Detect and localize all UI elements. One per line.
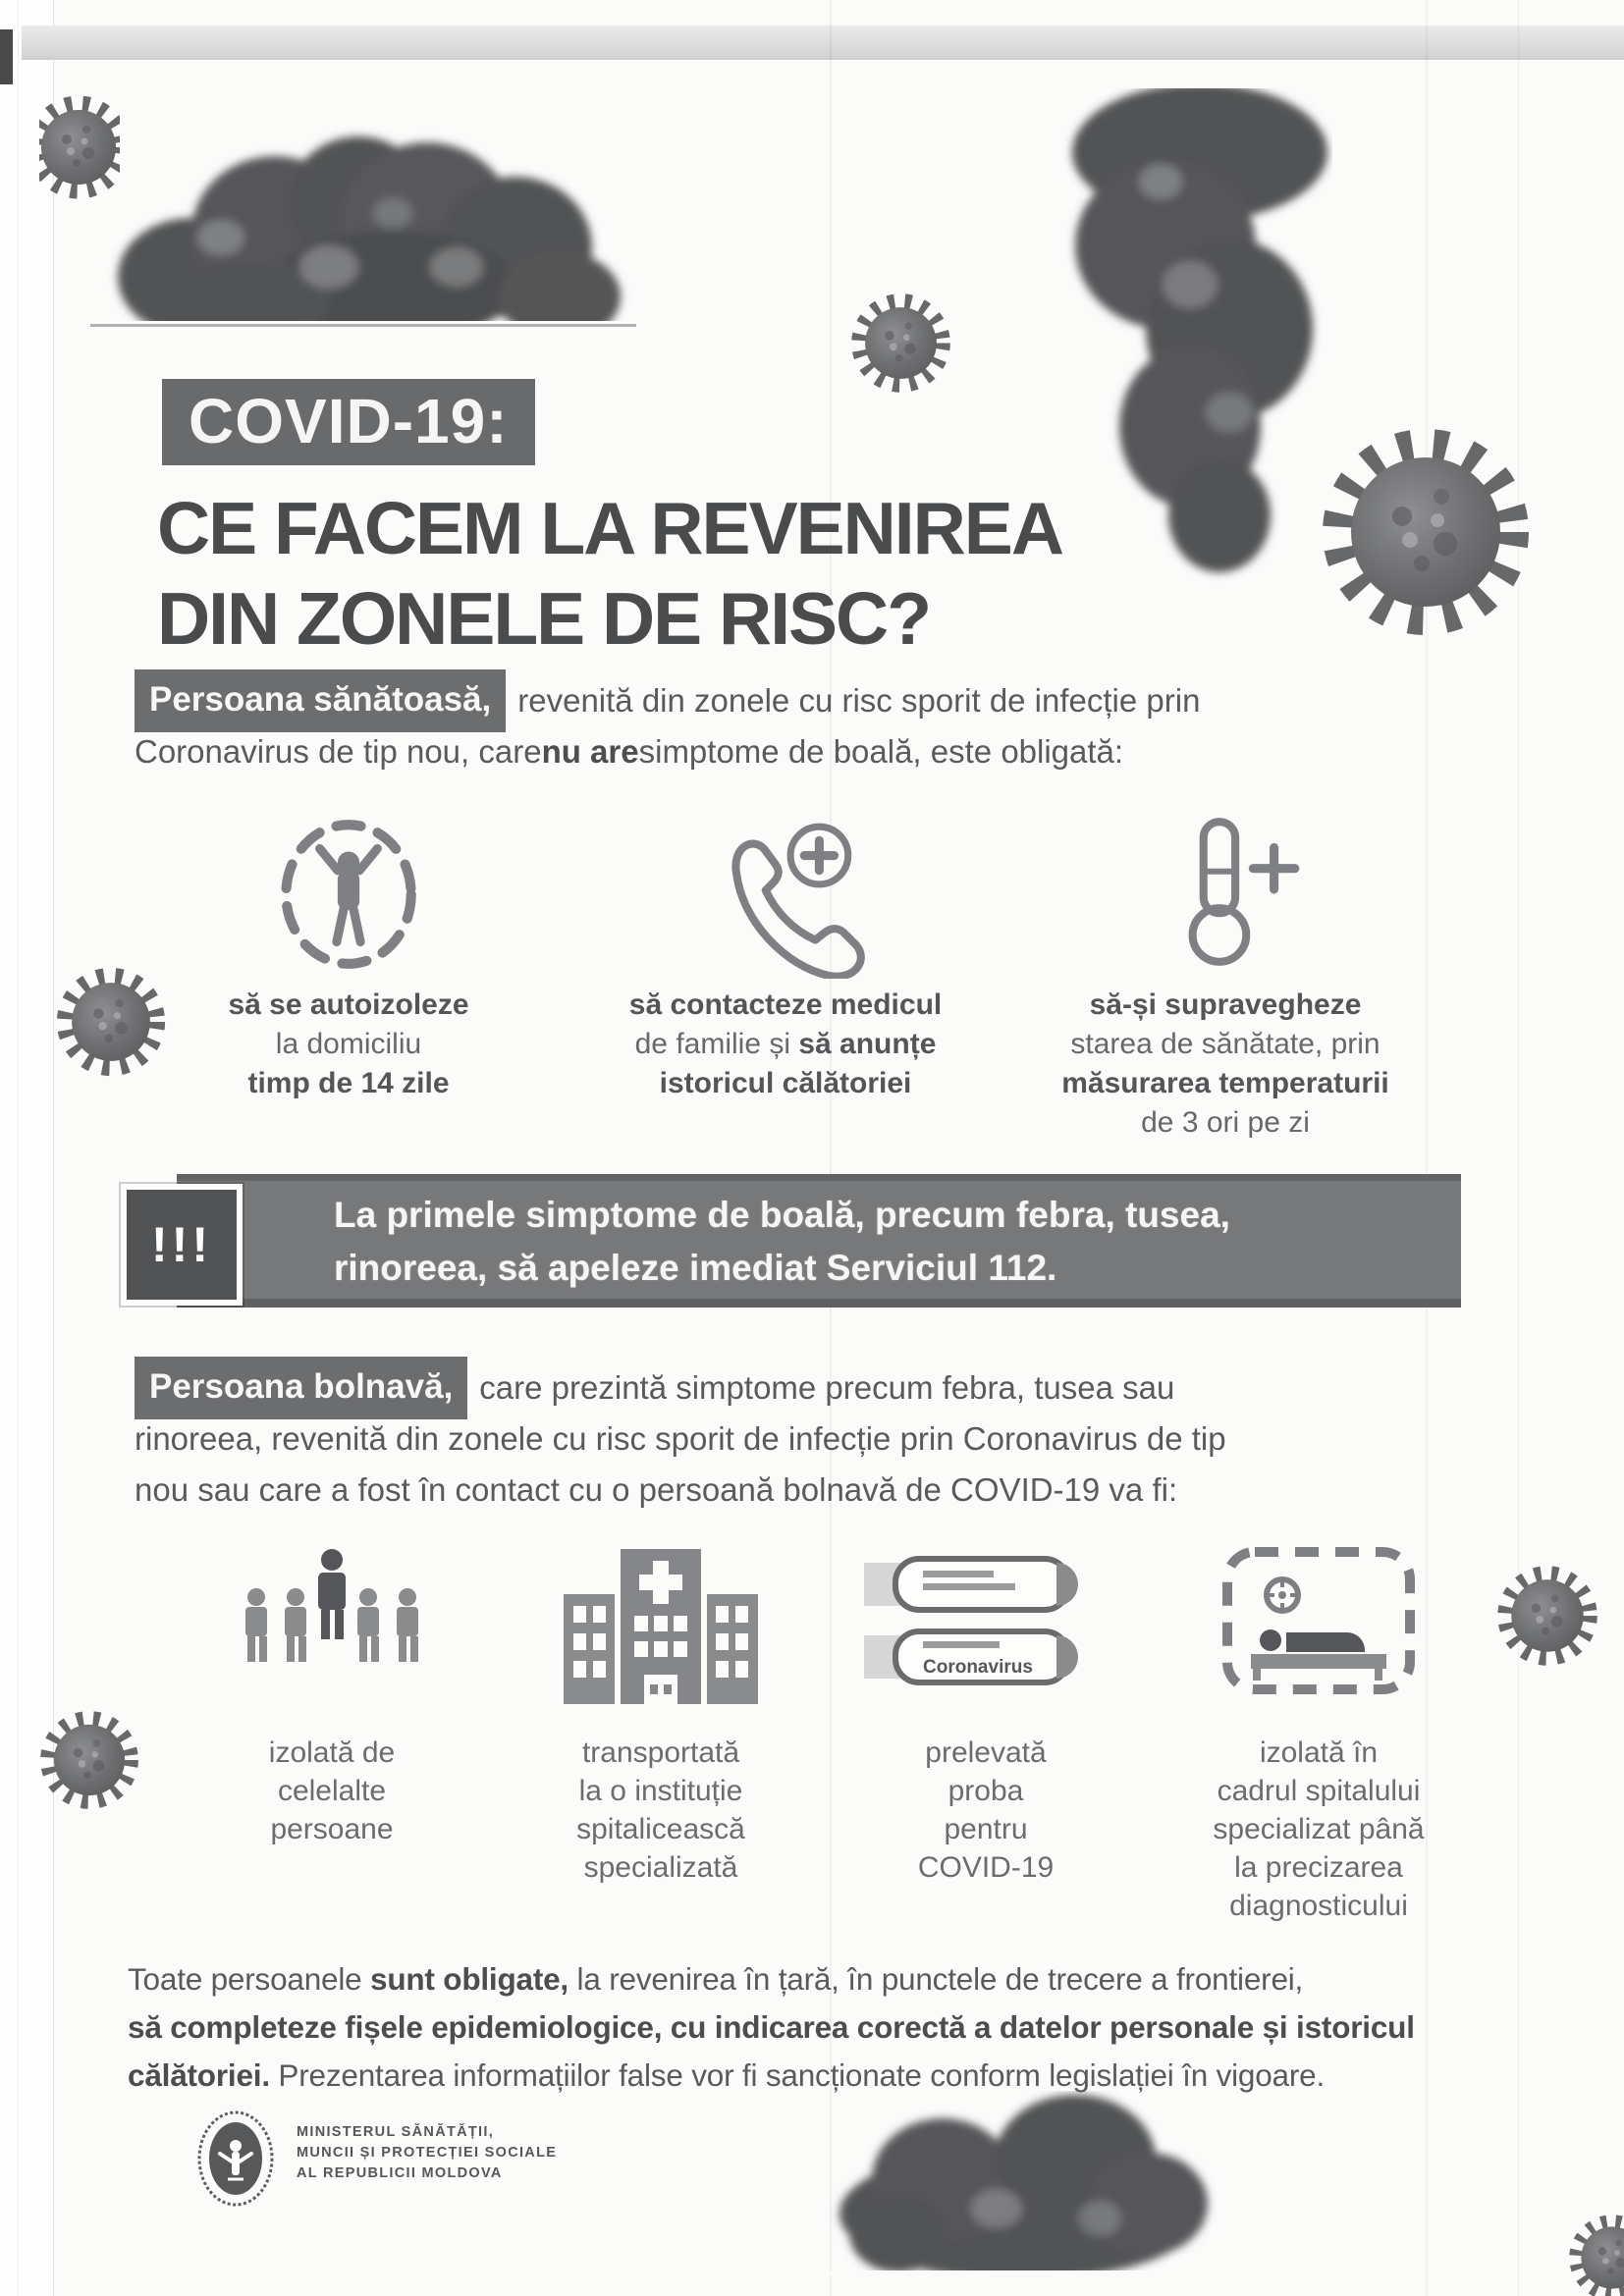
scan-shelf-line [90, 324, 636, 327]
tube-coronavirus-label: Coronavirus [923, 1657, 1033, 1678]
sick-line-1: care prezintă simptome precum febra, tusea sau [479, 1369, 1175, 1406]
healthy-person-badge: Persoana sănătoasă, [135, 669, 506, 732]
sick-line-2: rinoreea, revenită din zonele cu risc sporit de infecție prin Coronavirus de tip [135, 1420, 1226, 1457]
scan-corner-mark [0, 29, 13, 84]
caption-isolated-people: izolată de celelalte persoane [268, 1736, 396, 1845]
ministry-emblem [192, 2107, 279, 2211]
healthy-line-1: revenită din zonele cu risc sporit de infecție prin [517, 682, 1201, 719]
sick-item-sample [829, 1520, 1143, 1887]
thermometer-icon [1141, 807, 1310, 982]
obligation-line-1: Toate persoanele sunt obligate, la revenirea în țară, în punctele de trecere a frontierei, [128, 1961, 1304, 1997]
scan-margin-line [18, 0, 19, 2296]
sick-line-3: nou sau care a fost în contact cu o persoană bolnavă de COVID-19 va fi: [135, 1471, 1178, 1508]
warning-text: La primele simptome de boală, precum febra, tusea, rinoreea, să apeleze imediat Serviciul 112. [334, 1195, 1230, 1288]
covid-title-badge: COVID-19: [162, 379, 535, 465]
caption-sample: prelevată proba pentru COVID-19 [917, 1736, 1055, 1884]
test-tubes-icon [862, 1520, 1110, 1730]
page-title [157, 483, 1062, 664]
coronavirus-ball-right [1308, 414, 1543, 650]
caption-call-doctor: să contacteze medicul de familie și să anunțe istoricul călătoriei [628, 988, 943, 1099]
coronavirus-ball-right-mid [1490, 1559, 1604, 1673]
caption-hospital-isolation: izolată în cadrul spitalului specializat până la precizarea diagnosticului [1213, 1736, 1425, 1922]
obligation-line-2: să completeze fișele epidemiologice, cu indicarea corectă a datelor personale și istoricul [128, 2009, 1415, 2045]
coronavirus-ball-left-lower [33, 1704, 145, 1816]
coronavirus-ball-bottom-right [1563, 2209, 1624, 2296]
ministry-name: MINISTERUL SĂNĂTĂȚII, MUNCII ȘI PROTECȚIEI SOCIALE AL REPUBLICII MOLDOVA [297, 2124, 558, 2181]
caption-hospital-transport: transportată la o instituție spitalicească specializată [576, 1736, 745, 1884]
obligation-paragraph [128, 1955, 1415, 2100]
coronavirus-ball-small-top [844, 287, 957, 400]
scan-crease-edge [1518, 0, 1519, 2296]
virus-cluster-bottom [825, 2091, 1218, 2275]
virus-cluster-top-right [1053, 88, 1332, 584]
sick-item-isolated-people [175, 1520, 489, 1848]
warning-banner [177, 1174, 1461, 1308]
hospital-icon [556, 1520, 766, 1730]
hospital-bed-icon [1218, 1520, 1420, 1730]
phone-medic-icon [701, 807, 870, 982]
title-line-1: CE FACEM LA REVENIREA [157, 487, 1062, 569]
healthy-item-call-doctor [599, 807, 972, 1103]
scan-left-margin [0, 0, 54, 2296]
healthy-item-temperature [1039, 807, 1412, 1143]
scan-crease-center [830, 0, 832, 2296]
healthy-person-paragraph [135, 675, 1200, 777]
sick-person-paragraph [135, 1362, 1226, 1516]
scan-top-band [22, 26, 1624, 60]
warning-exclamation-icon: !!! [121, 1184, 243, 1306]
coronavirus-ball-edge-top [39, 79, 120, 236]
scan-crease-right [1426, 0, 1428, 2296]
people-group-icon [219, 1520, 445, 1730]
coronavirus-ball-left [49, 960, 173, 1084]
caption-self-isolate: să se autoizoleze la domiciliu timp de 14 zile [228, 988, 469, 1099]
sick-item-hospital-transport [504, 1520, 818, 1887]
self-isolation-person-icon [264, 807, 433, 982]
healthy-item-self-isolate [162, 807, 535, 1103]
caption-temperature: să-și supravegheze starea de sănătate, prin măsurarea temperaturii de 3 ori pe zi [1061, 988, 1389, 1139]
title-line-2: DIN ZONELE DE RISC? [157, 577, 931, 660]
healthy-line-2: Coronavirus de tip nou, care nu are simptome de boală, este obligată: [135, 733, 1124, 770]
virus-cluster-top-left [98, 120, 643, 328]
sick-person-badge: Persoana bolnavă, [135, 1357, 467, 1419]
obligation-line-3: călătoriei. Prezentarea informațiilor false vor fi sancționate conform legislației în vigoare. [128, 2057, 1326, 2093]
sick-item-hospital-isolation [1162, 1520, 1476, 1925]
